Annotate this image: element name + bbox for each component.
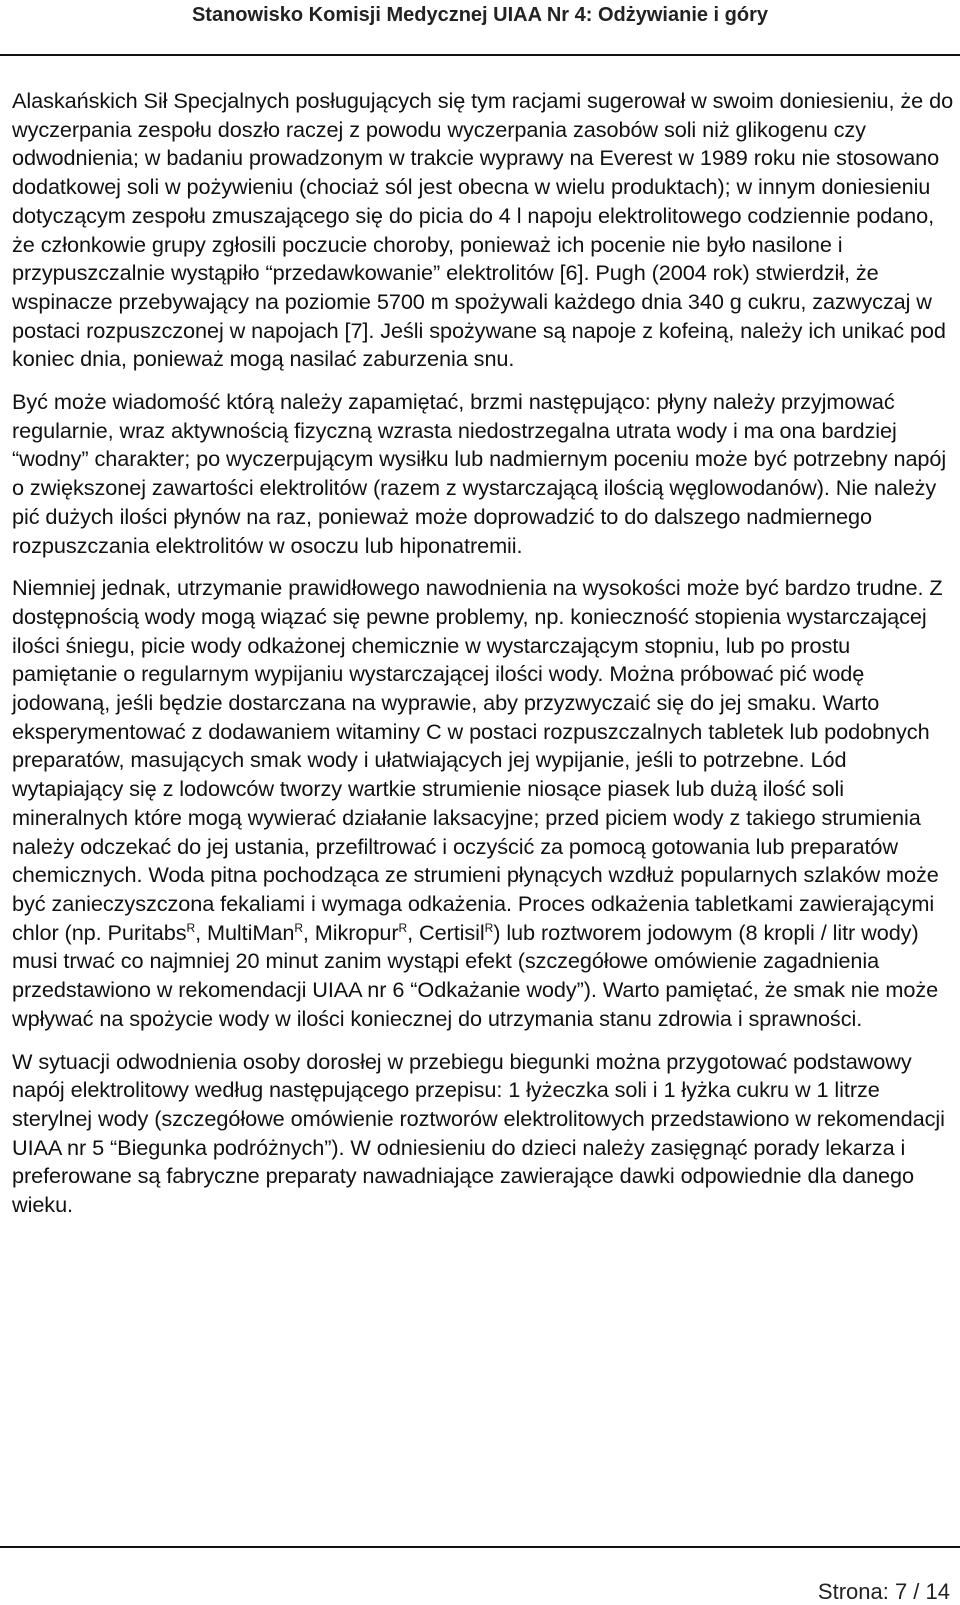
paragraph-4: W sytuacji odwodnienia osoby dorosłej w przebiegu biegunki można przygotować podstawowy napój elektrolitowy według następującego przepisu: 1 łyżeczka soli i 1 łyżka cukru w 1 litrze sterylnej wody (szczegółowe omówienie roztworów elektrolitowych przedstawiono w rekomendacji UIAA nr 5 “Biegunka podróżnych”). W odniesieniu do dzieci należy zasięgnąć porady lekarza i preferowane są fabryczne preparaty nawadniające zawierające dawki odpowiednie dla danego wieku. [12, 1048, 945, 1218]
paragraph-2: Być może wiadomość którą należy zapamiętać, brzmi następująco: płyny należy przyjmować regularnie, wraz aktywnością fizyczną wzrasta niedostrzegalna utrata wody i ma ona bardziej “wodny” charakter; po wyczerpującym wysiłku lub nadmiernym poceniu może być potrzebny napój o zwiększonej zawartości elektrolitów (razem z wystarczającą ilością węglowodanów). Nie należy pić dużych ilości płynów na raz, ponieważ może doprowadzić to do dalszego nadmiernego rozpuszczania elektrolitów w osoczu lub hiponatremii. [12, 389, 947, 558]
paragraph-3-text-4: , Certisil [407, 919, 485, 945]
page-number: Strona: 7 / 14 [817, 1579, 950, 1604]
header-divider [0, 54, 960, 56]
paragraph-3-text-2: , MultiMan [195, 919, 295, 945]
paragraph-3-text-5: ) lub roztworem jodowym (8 kropli / litr wody) musi trwać co najmniej 20 minut zanim wystąpi efekt (szczegółowe omówienie zagadnienia przedstawiono w rekomendacji UIAA nr 6 “Odkażanie wody”). Warto pamiętać, że smak nie może wpływać na spożycie wody w ilości koniecznej do utrzymania stanu zdrowia i sprawności. [12, 919, 939, 1031]
paragraph-3-text-3: , Mikropur [302, 919, 399, 945]
registered-mark-certisil: R [484, 920, 494, 935]
footer-divider [0, 1546, 960, 1548]
paragraph-3-text-1: Niemniej jednak, utrzymanie prawidłowego nawodnienia na wysokości może być bardzo trudne. Z dostępnością wody mogą wiązać się pewne problemy, np. konieczność stopienia wystarczającej ilości śniegu, picie wody odkażonej chemicznie w wystarczającym stopniu, lub po prostu pamiętanie o regularnym wypijaniu wystarczającej ilości wody. Można próbować pić wodę jodowaną, jeśli będzie dostarczana na wyprawie, aby przyzwyczaić się do jej smaku. Warto eksperymentować z dodawaniem witaminy C w postaci rozpuszczalnych tabletek lub podobnych preparatów, masujących smak wody i ułatwiających jej wypijanie, jeśli to potrzebne. Lód wytapiający się z lodowców tworzy wartkie strumienie niosące piasek lub dużą ilość soli mineralnych które mogą wywierać działanie laksacyjne; przed piciem wody z takiego strumienia należy odczekać do jej ustania, przefiltrować i oczyścić za pomocą gotowania lub preparatów chemicznych. Woda pitna pochodząca ze strumieni płynących wzdłuż popularnych szlaków może być zanieczyszczona fekaliami i wymaga odkażenia. Proces odkażenia tabletkami zawierającymi chlor (np. Puritabs [12, 575, 943, 945]
registered-mark-puritabs: R [186, 920, 196, 935]
paragraph-3 [12, 574, 956, 1033]
document-header-title: Stanowisko Komisji Medycznej UIAA Nr 4: Odżywianie i góry [191, 4, 769, 26]
registered-mark-multiman: R [294, 920, 303, 935]
paragraph-1: Alaskańskich Sił Specjalnych posługujących się tym racjami sugerował w swoim doniesieniu, że do wyczerpania zespołu doszło raczej z powodu wyczerpania zasobów soli niż glikogenu czy odwodnienia; w badaniu prowadzonym w trakcie wyprawy na Everest w 1989 roku nie stosowano dodatkowej soli w pożywieniu (chociaż sól jest obecna w wielu produktach); w innym doniesieniu dotyczącym zespołu zmuszającego się do picia do 4 l napoju elektrolitowego codziennie podano, że członkowie grupy zgłosili poczucie choroby, ponieważ ich pocenie nie było nasilone i przypuszczalnie wystąpiło “przedawkowanie” elektrolitów [6]. Pugh (2004 rok) stwierdził, że wspinacze przebywający na poziomie 5700 m spożywali każdego dnia 340 g cukru, zazwyczaj w postaci rozpuszczonej w napojach [7]. Jeśli spożywane są napoje z kofeiną, należy ich unikać pod koniec dnia, ponieważ mogą nasilać zaburzenia snu. [12, 88, 954, 372]
registered-mark-mikropur: R [398, 920, 408, 935]
document-body [12, 87, 956, 1234]
